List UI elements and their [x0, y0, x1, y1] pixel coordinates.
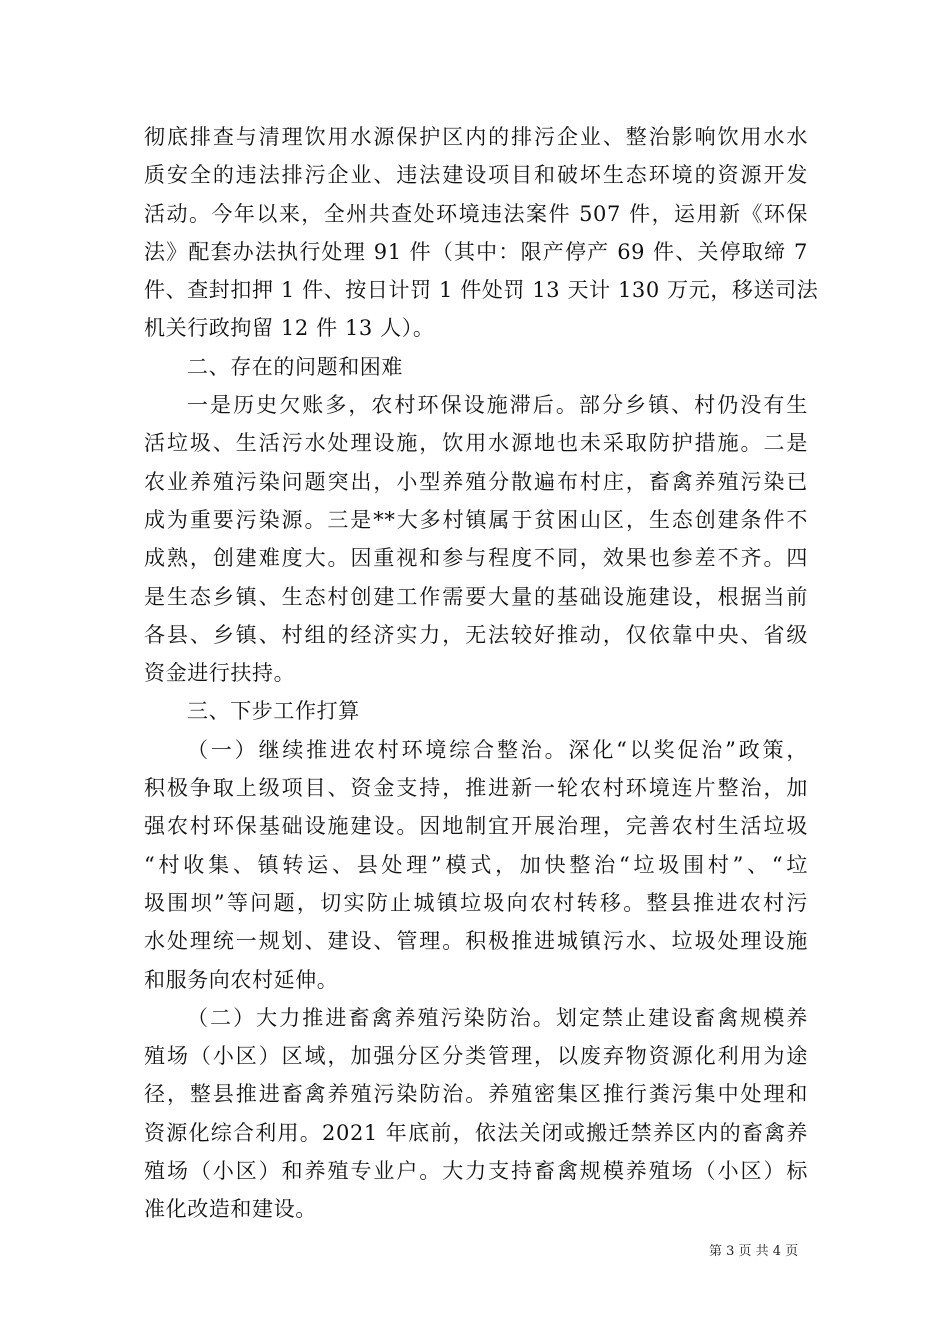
- text-line: 资金进行扶持。: [144, 661, 296, 686]
- paragraph-rural-environment: [144, 731, 808, 999]
- heading-text: 三、下步工作打算: [187, 699, 360, 724]
- text-line: 和服务向农村延伸。: [144, 967, 339, 992]
- text-line: 径，整县推进畜禽养殖污染防治。养殖密集区推行粪污集中处理和: [144, 1082, 808, 1107]
- text-line: 积极争取上级项目、资金支持，推进新一轮农村环境连片整治，加: [144, 776, 808, 801]
- text-line: 农业养殖污染问题突出，小型养殖分散遍布村庄，畜禽养殖污染已: [144, 469, 808, 494]
- text-line: 成熟，创建难度大。因重视和参与程度不同，效果也参差不齐。四: [144, 546, 808, 571]
- text-line: 质安全的违法排污企业、违法建设项目和破坏生态环境的资源开发: [144, 163, 808, 188]
- text-line: 殖场（小区）和养殖专业户。大力支持畜禽规模养殖场（小区）标: [144, 1159, 808, 1184]
- text-line: 法》配套办法执行处理 91 件（其中：限产停产 69 件、关停取缔 7: [144, 239, 808, 264]
- section-heading-problems: [144, 348, 808, 386]
- section-heading-next-steps: [144, 692, 808, 730]
- text-line: 件、查封扣押 1 件、按日计罚 1 件处罚 13 天计 130 万元，移送司法: [144, 278, 819, 303]
- text-line: 强农村环保基础设施建设。因地制宜开展治理，完善农村生活垃圾: [144, 814, 808, 839]
- text-line: 活动。今年以来，全州共查处环境违法案件 507 件，运用新《环保: [144, 201, 808, 226]
- text-line: 活垃圾、生活污水处理设施，饮用水源地也未采取防护措施。二是: [144, 431, 808, 456]
- page-number-footer: 第 3 页 共 4 页: [709, 1244, 799, 1259]
- text-line: 是生态乡镇、生态村创建工作需要大量的基础设施建设，根据当前: [144, 584, 808, 609]
- text-line: 各县、乡镇、村组的经济实力，无法较好推动，仅依靠中央、省级: [144, 622, 808, 647]
- text-line: “村收集、镇转运、县处理”模式，加快整治“垃圾围村”、“垃: [144, 852, 808, 877]
- document-body: [144, 118, 819, 1229]
- text-line: 圾围坝”等问题，切实防止城镇垃圾向农村转移。整县推进农村污: [144, 890, 808, 915]
- paragraph-livestock-pollution: [144, 999, 808, 1229]
- text-line: 成为重要污染源。三是**大多村镇属于贫困山区，生态创建条件不: [144, 507, 808, 532]
- text-line: （二）大力推进畜禽养殖污染防治。划定禁止建设畜禽规模养: [187, 1005, 808, 1030]
- text-line: （一）继续推进农村环境综合整治。深化“以奖促治”政策，: [187, 737, 808, 762]
- text-line: 机关行政拘留 12 件 13 人）。: [144, 316, 435, 341]
- text-line: 彻底排查与清理饮用水源保护区内的排污企业、整治影响饮用水水: [144, 125, 808, 149]
- text-line: 殖场（小区）区域，加强分区分类管理，以废弃物资源化利用为途: [144, 1044, 808, 1069]
- text-line: 一是历史欠账多，农村环保设施滞后。部分乡镇、村仍没有生: [187, 393, 808, 418]
- text-line: 资源化综合利用。2021 年底前，依法关闭或搬迁禁养区内的畜禽养: [144, 1120, 808, 1145]
- text-line: 准化改造和建设。: [144, 1197, 317, 1222]
- paragraph-problems: [144, 386, 808, 692]
- text-line: 水处理统一规划、建设、管理。积极推进城镇污水、垃圾处理设施: [144, 929, 808, 954]
- heading-text: 二、存在的问题和困难: [187, 354, 403, 379]
- paragraph-enforcement: [144, 118, 819, 348]
